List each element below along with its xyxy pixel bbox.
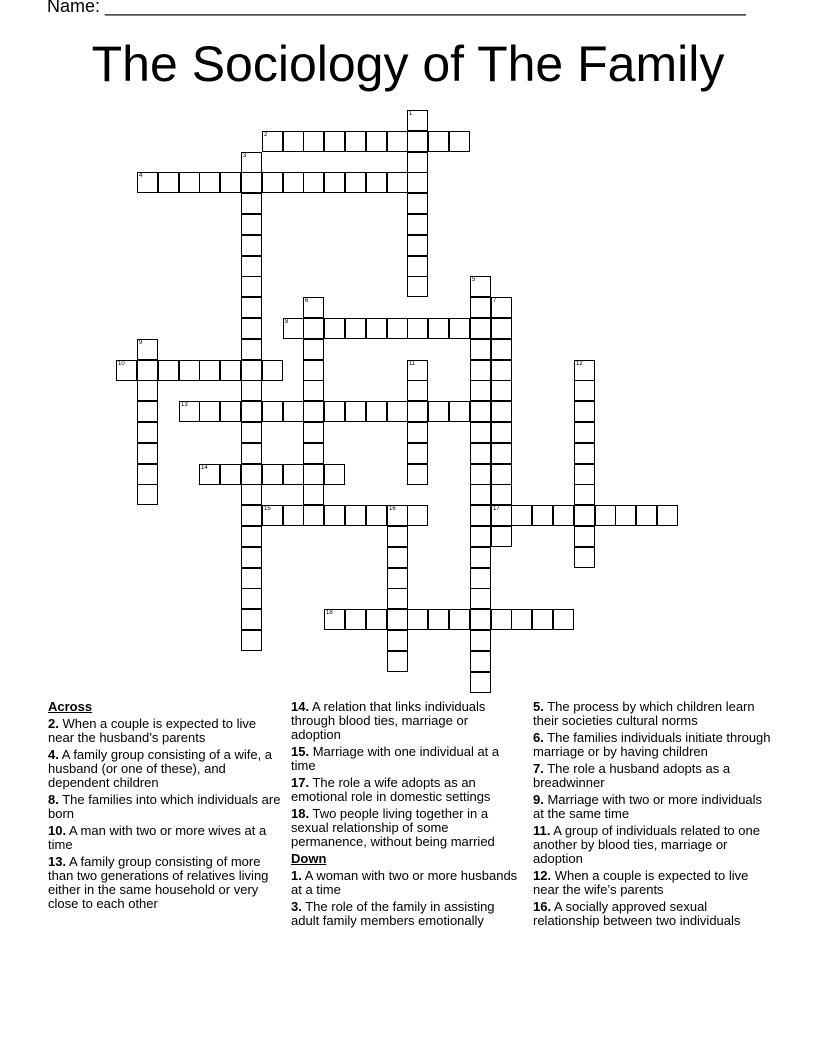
crossword-cell[interactable] [491, 380, 512, 401]
crossword-cell[interactable] [532, 505, 553, 526]
crossword-cell[interactable] [262, 360, 283, 381]
crossword-cell[interactable] [470, 630, 491, 651]
cell-number: 1 [409, 111, 413, 117]
crossword-cell[interactable] [387, 318, 408, 339]
crossword-cell[interactable] [511, 505, 532, 526]
crossword-cell[interactable] [407, 380, 428, 401]
crossword-cell[interactable] [303, 339, 324, 360]
crossword-cell[interactable] [407, 131, 428, 152]
crossword-cell[interactable] [491, 464, 512, 485]
crossword-cell[interactable] [137, 380, 158, 401]
crossword-cell[interactable] [179, 401, 200, 422]
crossword-cell[interactable] [428, 609, 449, 630]
clue-across-17: 17. The role a wife adopts as an emotional role in domestic settings [291, 775, 491, 804]
crossword-cell[interactable] [491, 526, 512, 547]
crossword-cell[interactable] [303, 464, 324, 485]
crossword-cell[interactable] [179, 360, 200, 381]
crossword-cell[interactable] [262, 131, 283, 152]
cell-number: 11 [409, 361, 416, 367]
crossword-cell[interactable] [428, 401, 449, 422]
crossword-cell[interactable] [470, 276, 491, 297]
crossword-cell[interactable] [241, 152, 262, 173]
clue-across-8: 8. The families into which individuals are born [48, 792, 281, 821]
crossword-cell[interactable] [491, 339, 512, 360]
crossword-cell[interactable] [220, 401, 241, 422]
cell-number: 17 [493, 506, 500, 512]
crossword-cell[interactable] [303, 505, 324, 526]
crossword-cell[interactable] [241, 464, 262, 485]
crossword-cell[interactable] [220, 464, 241, 485]
crossword-cell[interactable] [470, 339, 491, 360]
crossword-cell[interactable] [574, 484, 595, 505]
crossword-cell[interactable] [241, 547, 262, 568]
crossword-cell[interactable] [345, 401, 366, 422]
crossword-cell[interactable] [407, 152, 428, 173]
crossword-cell[interactable] [366, 131, 387, 152]
crossword-cell[interactable] [491, 401, 512, 422]
crossword-cell[interactable] [574, 526, 595, 547]
crossword-cell[interactable] [387, 547, 408, 568]
crossword-cell[interactable] [324, 131, 345, 152]
crossword-cell[interactable] [470, 505, 491, 526]
name-field-label: Name: ________________________________________________________________ [47, 0, 746, 16]
crossword-cell[interactable] [407, 443, 428, 464]
crossword-cell[interactable] [158, 172, 179, 193]
crossword-cell[interactable] [470, 297, 491, 318]
crossword-cell[interactable] [574, 422, 595, 443]
crossword-cell[interactable] [574, 547, 595, 568]
crossword-cell[interactable] [387, 172, 408, 193]
clue-across-14: 14. A relation that links individuals through blood ties, marriage or adoption [291, 699, 486, 742]
crossword-cell[interactable] [449, 131, 470, 152]
crossword-cell[interactable] [387, 401, 408, 422]
cell-number: 3 [243, 153, 247, 159]
crossword-cell[interactable] [116, 360, 137, 381]
crossword-cell[interactable] [303, 484, 324, 505]
crossword-cell[interactable] [470, 672, 491, 693]
crossword-cell[interactable] [449, 318, 470, 339]
cell-number: 13 [181, 402, 188, 408]
crossword-cell[interactable] [303, 443, 324, 464]
crossword-cell[interactable] [324, 609, 345, 630]
crossword-cell[interactable] [345, 131, 366, 152]
crossword-cell[interactable] [407, 193, 428, 214]
crossword-cell[interactable] [366, 318, 387, 339]
crossword-cell[interactable] [574, 505, 595, 526]
crossword-cell[interactable] [241, 380, 262, 401]
crossword-cell[interactable] [387, 588, 408, 609]
crossword-cell[interactable] [241, 360, 262, 381]
cell-number: 8 [285, 319, 289, 325]
crossword-cell[interactable] [283, 172, 304, 193]
crossword-cell[interactable] [615, 505, 636, 526]
crossword-cell[interactable] [387, 131, 408, 152]
crossword-cell[interactable] [491, 609, 512, 630]
crossword-cell[interactable] [470, 318, 491, 339]
clue-down-6: 6. The families individuals initiate through marriage or by having children [533, 730, 771, 759]
clues-column-2 [291, 700, 519, 931]
crossword-cell[interactable] [470, 422, 491, 443]
crossword-cell[interactable] [241, 214, 262, 235]
crossword-cell[interactable] [345, 609, 366, 630]
clue-across-4: 4. A family group consisting of a wife, a husband (or one of these), and dependent children [48, 747, 273, 790]
clue-down-11: 11. A group of individuals related to one another by blood ties, marriage or adoption [533, 823, 760, 866]
crossword-cell[interactable] [532, 609, 553, 630]
crossword-cell[interactable] [366, 609, 387, 630]
crossword-cell[interactable] [241, 235, 262, 256]
crossword-cell[interactable] [241, 339, 262, 360]
crossword-cell[interactable] [241, 568, 262, 589]
crossword-cell[interactable] [199, 464, 220, 485]
crossword-cell[interactable] [407, 256, 428, 277]
crossword-cell[interactable] [262, 505, 283, 526]
crossword-cell[interactable] [491, 484, 512, 505]
crossword-cell[interactable] [283, 131, 304, 152]
cell-number: 18 [326, 610, 333, 616]
crossword-cell[interactable] [407, 505, 428, 526]
cell-number: 15 [264, 506, 271, 512]
clue-across-18: 18. Two people living together in a sexual relationship of some permanence, without being married [291, 806, 495, 849]
crossword-cell[interactable] [283, 318, 304, 339]
crossword-cell[interactable] [241, 505, 262, 526]
crossword-cell[interactable] [407, 360, 428, 381]
crossword-cell[interactable] [470, 547, 491, 568]
crossword-cell[interactable] [407, 464, 428, 485]
crossword-cell[interactable] [137, 360, 158, 381]
clues-column-3 [533, 700, 773, 931]
crossword-cell[interactable] [428, 131, 449, 152]
crossword-cell[interactable] [303, 172, 324, 193]
crossword-cell[interactable] [241, 401, 262, 422]
crossword-cell[interactable] [574, 360, 595, 381]
cell-number: 4 [139, 173, 143, 179]
cell-number: 7 [493, 298, 497, 304]
across-heading: Across [48, 699, 93, 714]
crossword-cell[interactable] [303, 131, 324, 152]
crossword-cell[interactable] [511, 609, 532, 630]
crossword-cell[interactable] [387, 651, 408, 672]
crossword-cell[interactable] [262, 401, 283, 422]
crossword-cell[interactable] [407, 276, 428, 297]
crossword-cell[interactable] [137, 422, 158, 443]
clue-down-3: 3. The role of the family in assisting adult family members emotionally [291, 899, 495, 928]
crossword-cell[interactable] [345, 172, 366, 193]
down-heading: Down [291, 851, 327, 866]
crossword-cell[interactable] [137, 484, 158, 505]
crossword-cell[interactable] [636, 505, 657, 526]
crossword-cell[interactable] [241, 443, 262, 464]
crossword-cell[interactable] [137, 401, 158, 422]
crossword-cell[interactable] [470, 588, 491, 609]
crossword-cell[interactable] [324, 318, 345, 339]
crossword-cell[interactable] [470, 568, 491, 589]
crossword-cell[interactable] [241, 526, 262, 547]
crossword-cell[interactable] [324, 505, 345, 526]
crossword-cell[interactable] [407, 110, 428, 131]
cell-number: 12 [576, 361, 583, 367]
crossword-cell[interactable] [241, 609, 262, 630]
crossword-cell[interactable] [491, 360, 512, 381]
crossword-cell[interactable] [283, 464, 304, 485]
crossword-cell[interactable] [553, 609, 574, 630]
crossword-cell[interactable] [407, 172, 428, 193]
crossword-cell[interactable] [387, 526, 408, 547]
crossword-cell[interactable] [241, 484, 262, 505]
crossword-cell[interactable] [199, 401, 220, 422]
cell-number: 2 [264, 132, 268, 138]
crossword-cell[interactable] [283, 505, 304, 526]
cell-number: 9 [139, 340, 143, 346]
crossword-cell[interactable] [491, 297, 512, 318]
crossword-cell[interactable] [137, 443, 158, 464]
crossword-cell[interactable] [449, 609, 470, 630]
crossword-cell[interactable] [241, 172, 262, 193]
crossword-cell[interactable] [470, 484, 491, 505]
crossword-cell[interactable] [574, 443, 595, 464]
crossword-cell[interactable] [470, 401, 491, 422]
crossword-cell[interactable] [366, 172, 387, 193]
crossword-cell[interactable] [407, 318, 428, 339]
crossword-cell[interactable] [241, 422, 262, 443]
crossword-cell[interactable] [199, 360, 220, 381]
crossword-cell[interactable] [199, 172, 220, 193]
crossword-cell[interactable] [241, 193, 262, 214]
crossword-cell[interactable] [574, 464, 595, 485]
crossword-cell[interactable] [574, 380, 595, 401]
cell-number: 14 [201, 465, 208, 471]
crossword-cell[interactable] [387, 609, 408, 630]
crossword-cell[interactable] [553, 505, 574, 526]
crossword-cell[interactable] [158, 360, 179, 381]
crossword-cell[interactable] [470, 464, 491, 485]
crossword-cell[interactable] [241, 256, 262, 277]
clue-across-2: 2. When a couple is expected to live near the husband’s parents [48, 716, 257, 745]
crossword-cell[interactable] [387, 568, 408, 589]
crossword-cell[interactable] [491, 505, 512, 526]
crossword-cell[interactable] [262, 464, 283, 485]
crossword-cell[interactable] [366, 505, 387, 526]
crossword-cell[interactable] [470, 443, 491, 464]
crossword-cell[interactable] [303, 422, 324, 443]
crossword-cell[interactable] [262, 172, 283, 193]
crossword-cell[interactable] [387, 505, 408, 526]
crossword-cell[interactable] [657, 505, 678, 526]
crossword-cell[interactable] [407, 214, 428, 235]
crossword-cell[interactable] [407, 609, 428, 630]
crossword-cell[interactable] [491, 443, 512, 464]
crossword-cell[interactable] [470, 651, 491, 672]
crossword-cell[interactable] [407, 401, 428, 422]
crossword-cell[interactable] [470, 360, 491, 381]
crossword-cell[interactable] [220, 172, 241, 193]
crossword-cell[interactable] [345, 318, 366, 339]
crossword-cell[interactable] [137, 339, 158, 360]
crossword-cell[interactable] [324, 401, 345, 422]
crossword-cell[interactable] [303, 297, 324, 318]
crossword-cell[interactable] [137, 172, 158, 193]
crossword-cell[interactable] [303, 360, 324, 381]
crossword-cell[interactable] [449, 401, 470, 422]
clues-column-1 [48, 700, 284, 914]
crossword-cell[interactable] [324, 172, 345, 193]
crossword-cell[interactable] [303, 401, 324, 422]
crossword-cell[interactable] [366, 401, 387, 422]
crossword-cell[interactable] [345, 505, 366, 526]
crossword-cell[interactable] [470, 380, 491, 401]
crossword-cell[interactable] [220, 360, 241, 381]
crossword-cell[interactable] [241, 297, 262, 318]
crossword-cell[interactable] [241, 630, 262, 651]
cell-number: 10 [118, 361, 125, 367]
crossword-cell[interactable] [491, 318, 512, 339]
clue-across-13: 13. A family group consisting of more than two generations of relatives living either in the same household or very close to each other [48, 854, 269, 911]
clue-down-1: 1. A woman with two or more husbands at a time [291, 868, 518, 897]
crossword-cell[interactable] [491, 422, 512, 443]
crossword-cell[interactable] [179, 172, 200, 193]
clue-down-16: 16. A socially approved sexual relationship between two individuals [533, 899, 741, 928]
cell-number: 16 [389, 506, 396, 512]
crossword-cell[interactable] [324, 464, 345, 485]
clue-down-7: 7. The role a husband adopts as a breadwinner [533, 761, 731, 790]
crossword-cell[interactable] [241, 318, 262, 339]
crossword-cell[interactable] [241, 276, 262, 297]
crossword-cell[interactable] [137, 464, 158, 485]
clue-across-15: 15. Marriage with one individual at a time [291, 744, 500, 773]
crossword-cell[interactable] [407, 235, 428, 256]
crossword-cell[interactable] [595, 505, 616, 526]
clue-down-5: 5. The process by which children learn their societies cultural norms [533, 699, 755, 728]
cell-number: 6 [305, 298, 309, 304]
crossword-cell[interactable] [470, 609, 491, 630]
crossword-cell[interactable] [470, 526, 491, 547]
clue-down-12: 12. When a couple is expected to live near the wife’s parents [533, 868, 749, 897]
crossword-cell[interactable] [387, 630, 408, 651]
crossword-cell[interactable] [407, 422, 428, 443]
crossword-cell[interactable] [241, 588, 262, 609]
clue-down-9: 9. Marriage with two or more individuals at the same time [533, 792, 763, 821]
page-title: The Sociology of The Family [91, 36, 725, 92]
clue-across-10: 10. A man with two or more wives at a time [48, 823, 267, 852]
crossword-cell[interactable] [428, 318, 449, 339]
cell-number: 5 [472, 277, 476, 283]
crossword-cell[interactable] [303, 380, 324, 401]
crossword-cell[interactable] [303, 318, 324, 339]
crossword-cell[interactable] [574, 401, 595, 422]
crossword-cell[interactable] [283, 401, 304, 422]
